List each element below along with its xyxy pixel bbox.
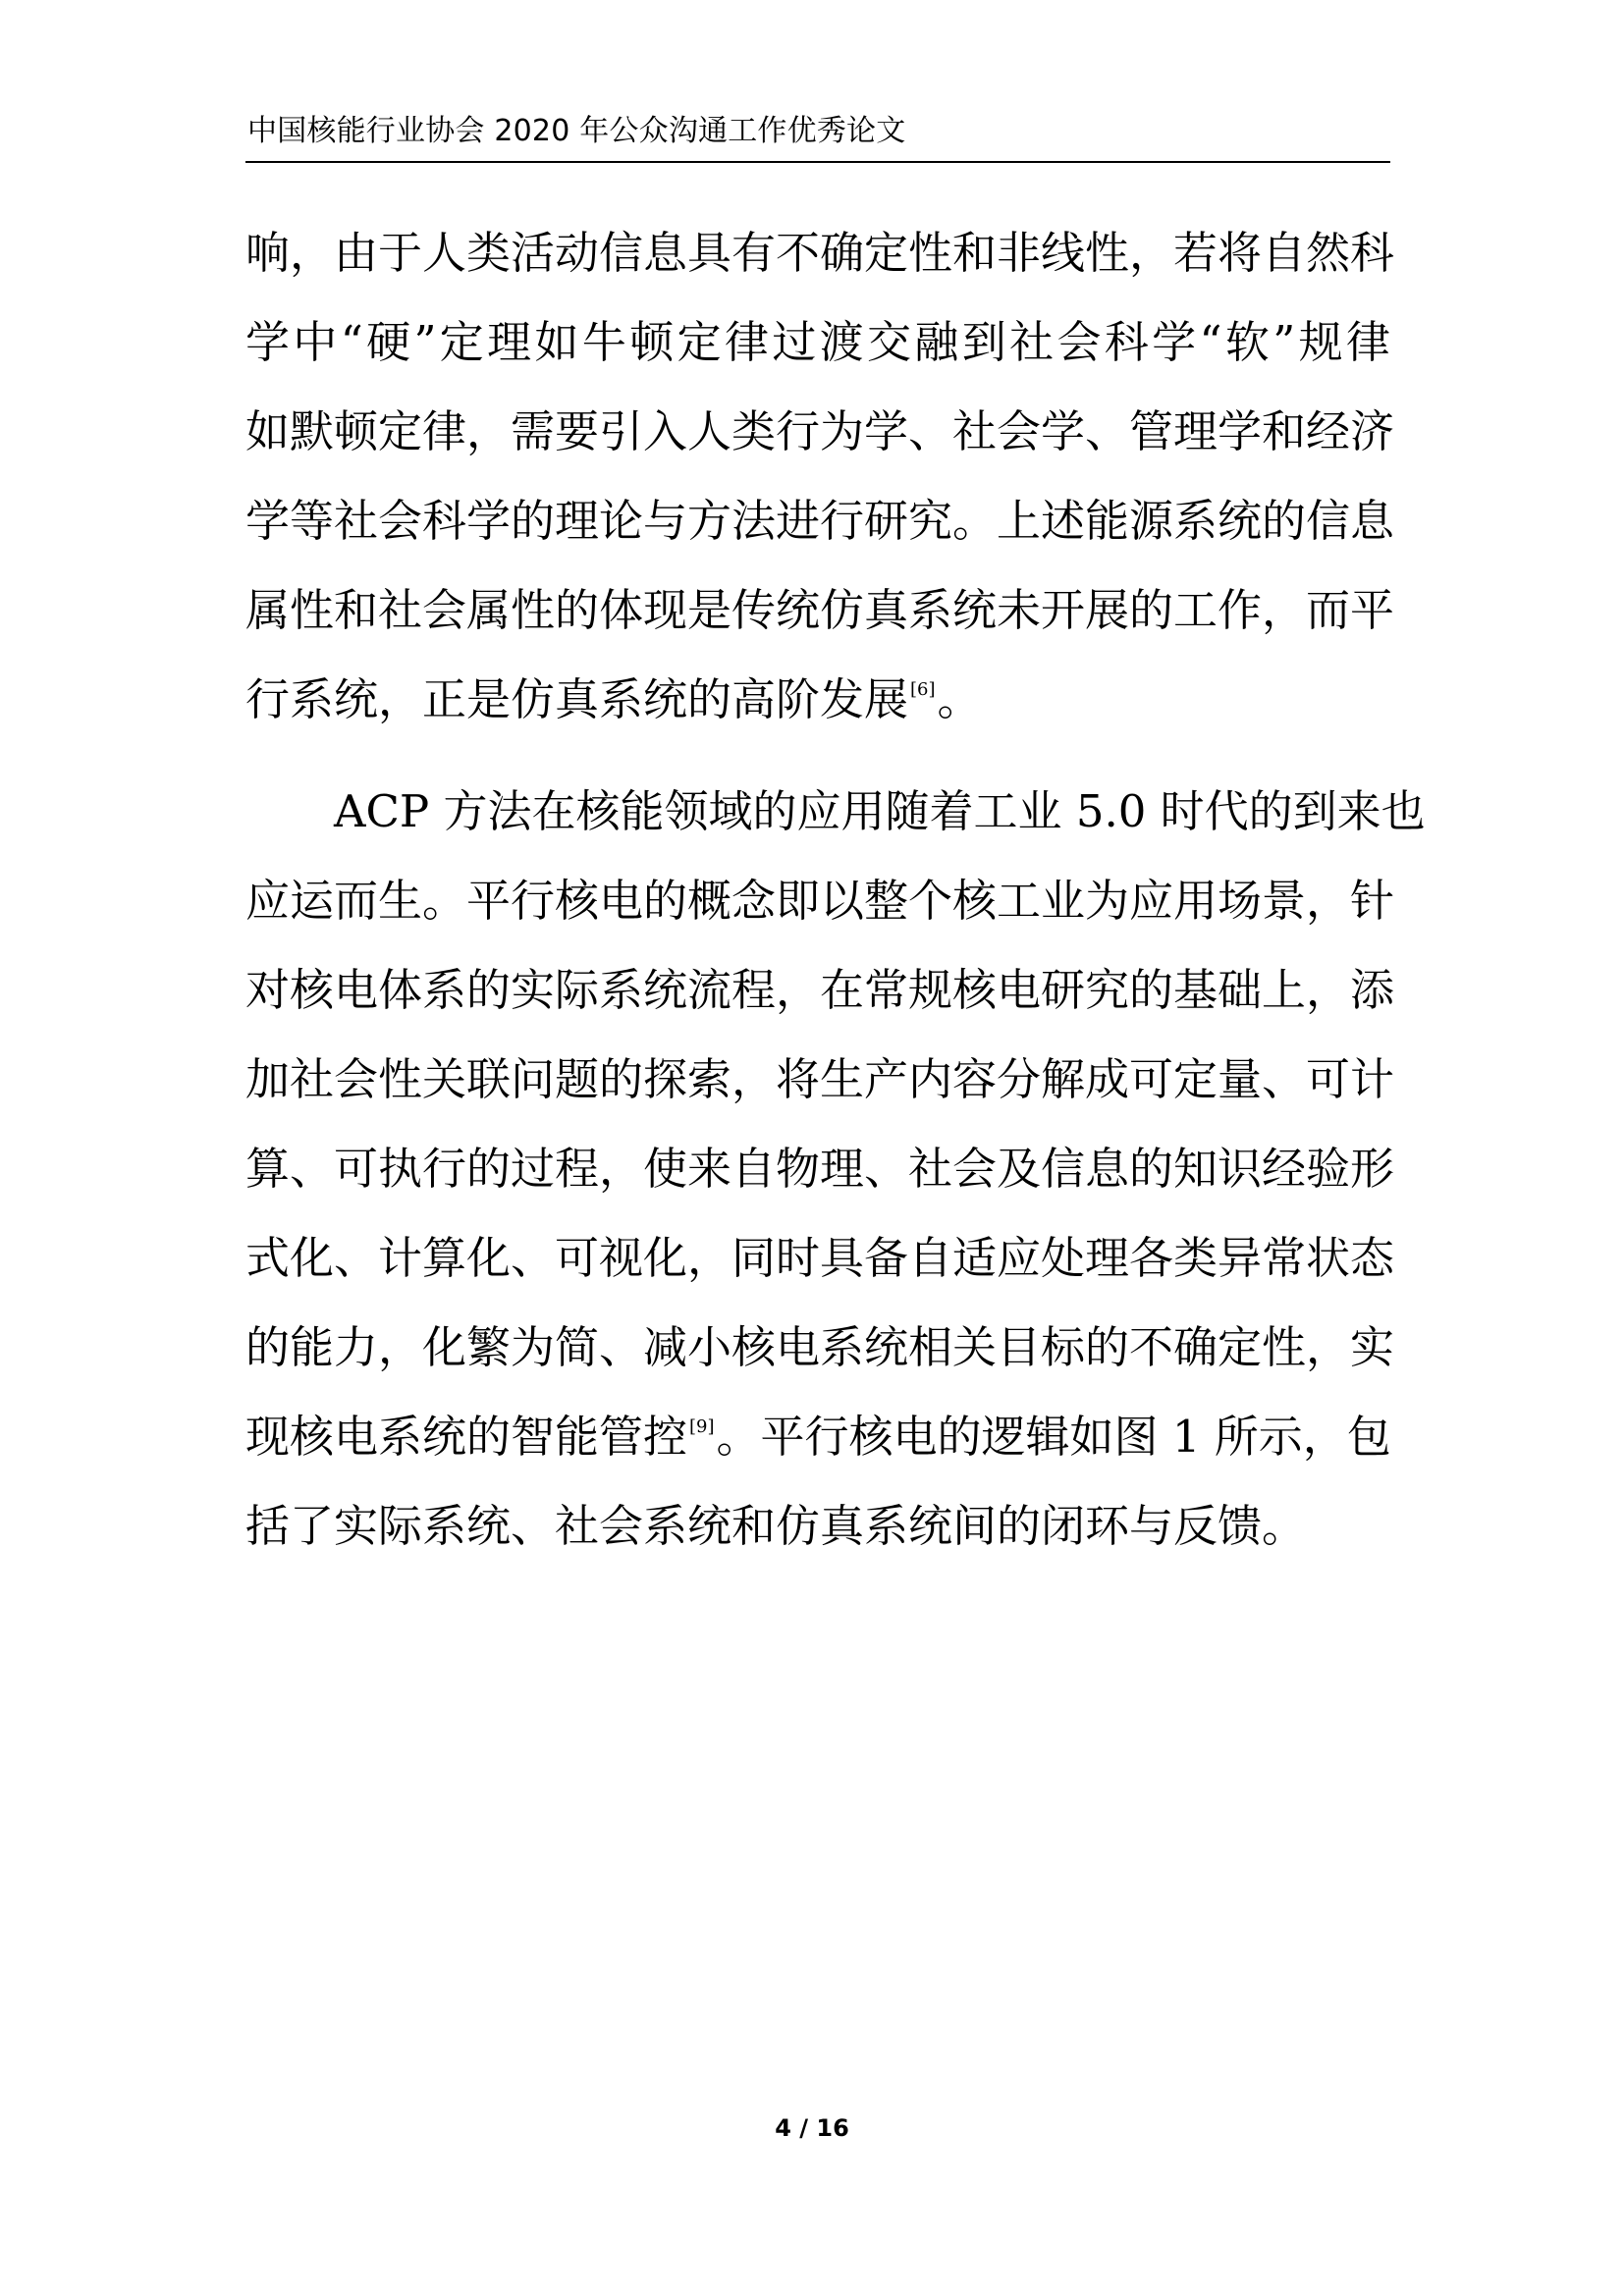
citation-ref: [9] (689, 1416, 715, 1437)
text-segment: 。平行核电的逻辑如图 1 所示，包 (716, 1411, 1391, 1463)
text-line: 式化、计算化、可视化，同时具备自适应处理各类异常状态 (245, 1232, 1395, 1284)
header-title: 中国核能行业协会 2020 年公众沟通工作优秀论文 (247, 114, 906, 148)
body-text (245, 208, 1426, 1571)
text-line: 对核电体系的实际系统流程，在常规核电研究的基础上，添 (245, 964, 1395, 1016)
citation-ref: [6] (910, 679, 936, 700)
paragraph-1 (245, 208, 1395, 744)
paragraph-gap (245, 744, 1390, 767)
text-line (245, 655, 1390, 744)
text-line: 属性和社会属性的体现是传统仿真系统未开展的工作，而平 (245, 584, 1395, 636)
page-header (245, 110, 1390, 163)
text-line: 如默顿定律，需要引入人类行为学、社会学、管理学和经济 (245, 405, 1395, 457)
text-line: 响，由于人类活动信息具有不确定性和非线性，若将自然科 (245, 227, 1395, 279)
text-line: 学中“硬”定理如牛顿定律过渡交融到社会科学“软”规律 (245, 316, 1390, 368)
text-segment: 行系统，正是仿真系统的高阶发展 (245, 673, 909, 725)
text-line: 括了实际系统、社会系统和仿真系统间的闭环与反馈。 (245, 1500, 1307, 1552)
text-segment: 。 (937, 673, 982, 725)
page-number: 4 / 16 (775, 2114, 849, 2142)
text-line: 的能力，化繁为简、减小核电系统相关目标的不确定性，实 (245, 1321, 1395, 1373)
text-line: 加社会性关联问题的探索，将生产内容分解成可定量、可计 (245, 1053, 1395, 1105)
text-line: ACP 方法在核能领域的应用随着工业 5.0 时代的到来也 (334, 785, 1426, 837)
text-segment: 现核电系统的智能管控 (245, 1411, 688, 1463)
text-line: 应运而生。平行核电的概念即以整个核工业为应用场景，针 (245, 875, 1395, 927)
text-line: 算、可执行的过程，使来自物理、社会及信息的知识经验形 (245, 1143, 1395, 1195)
text-line (245, 1392, 1390, 1481)
paragraph-2 (245, 767, 1426, 1571)
text-line: 学等社会科学的理论与方法进行研究。上述能源系统的信息 (245, 495, 1395, 547)
